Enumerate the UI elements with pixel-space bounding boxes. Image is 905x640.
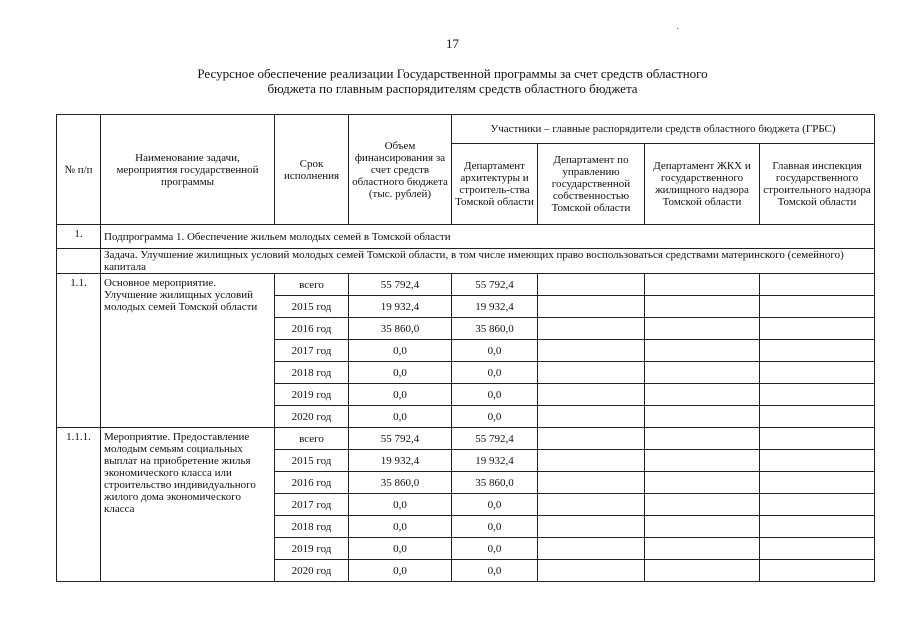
volume-cell: 35 860,0: [349, 318, 452, 340]
term-cell: 2015 год: [275, 296, 349, 318]
grbs-architecture-cell: 35 860,0: [452, 472, 538, 494]
grbs-inspection-cell: [760, 406, 875, 428]
header-volume: Объем финансирования за счет средств областного бюджета (тыс. рублей): [349, 115, 452, 225]
volume-cell: 55 792,4: [349, 274, 452, 296]
header-grbs-inspection: Главная инспекция государственного строительного надзора Томской области: [760, 144, 875, 225]
grbs-property-cell: [538, 340, 645, 362]
term-cell: 2019 год: [275, 538, 349, 560]
grbs-architecture-cell: 0,0: [452, 362, 538, 384]
header-grbs-housing: Департамент ЖКХ и государственного жилищного надзора Томской области: [645, 144, 760, 225]
page-number: 17: [446, 36, 459, 51]
grbs-housing-cell: [645, 406, 760, 428]
term-cell: 2016 год: [275, 472, 349, 494]
grbs-inspection-cell: [760, 560, 875, 582]
grbs-housing-cell: [645, 318, 760, 340]
grbs-housing-cell: [645, 516, 760, 538]
subprogram-text: Подпрограмма 1. Обеспечение жильем молодых семей в Томской области: [101, 225, 875, 249]
resource-table: [56, 114, 875, 582]
term-cell: 2020 год: [275, 406, 349, 428]
term-cell: 2020 год: [275, 560, 349, 582]
grbs-housing-cell: [645, 494, 760, 516]
grbs-housing-cell: [645, 472, 760, 494]
grbs-inspection-cell: [760, 516, 875, 538]
volume-cell: 0,0: [349, 538, 452, 560]
term-cell: 2019 год: [275, 384, 349, 406]
subprogram-num: 1.: [57, 225, 101, 249]
header-grbs-property: Департамент по управлению государственной собственностью Томской области: [538, 144, 645, 225]
grbs-inspection-cell: [760, 538, 875, 560]
grbs-housing-cell: [645, 450, 760, 472]
term-cell: 2016 год: [275, 318, 349, 340]
grbs-housing-cell: [645, 362, 760, 384]
task-row: [57, 249, 875, 274]
volume-cell: 35 860,0: [349, 472, 452, 494]
header-participants: Участники – главные распорядители средств областного бюджета (ГРБС): [452, 115, 875, 144]
grbs-inspection-cell: [760, 274, 875, 296]
volume-cell: 0,0: [349, 516, 452, 538]
grbs-architecture-cell: 35 860,0: [452, 318, 538, 340]
grbs-architecture-cell: 0,0: [452, 406, 538, 428]
grbs-property-cell: [538, 384, 645, 406]
table-row: [57, 274, 875, 296]
grbs-architecture-cell: 0,0: [452, 560, 538, 582]
grbs-inspection-cell: [760, 340, 875, 362]
activity-num: 1.1.1.: [57, 428, 101, 582]
grbs-architecture-cell: 0,0: [452, 516, 538, 538]
volume-cell: 0,0: [349, 494, 452, 516]
title-line-1: Ресурсное обеспечение реализации Государственной программы за счет средств областного: [197, 66, 708, 81]
title-line-2: бюджета по главным распорядителям средств областного бюджета: [267, 81, 638, 96]
grbs-inspection-cell: [760, 428, 875, 450]
grbs-architecture-cell: 55 792,4: [452, 274, 538, 296]
grbs-inspection-cell: [760, 472, 875, 494]
activity-num: 1.1.: [57, 274, 101, 428]
grbs-property-cell: [538, 516, 645, 538]
task-text: Задача. Улучшение жилищных условий молодых семей Томской области, в том числе имеющих право воспользоваться средствами материнского (семейного) капитала: [101, 249, 875, 274]
volume-cell: 0,0: [349, 560, 452, 582]
volume-cell: 0,0: [349, 384, 452, 406]
grbs-property-cell: [538, 472, 645, 494]
grbs-inspection-cell: [760, 450, 875, 472]
header-num: № п/п: [57, 115, 101, 225]
grbs-property-cell: [538, 362, 645, 384]
term-cell: 2017 год: [275, 494, 349, 516]
term-cell: 2018 год: [275, 516, 349, 538]
term-cell: всего: [275, 274, 349, 296]
grbs-property-cell: [538, 560, 645, 582]
grbs-property-cell: [538, 296, 645, 318]
grbs-architecture-cell: 0,0: [452, 384, 538, 406]
grbs-architecture-cell: 0,0: [452, 538, 538, 560]
grbs-inspection-cell: [760, 384, 875, 406]
grbs-property-cell: [538, 494, 645, 516]
grbs-inspection-cell: [760, 362, 875, 384]
term-cell: 2018 год: [275, 362, 349, 384]
task-num: [57, 249, 101, 274]
subprogram-row: [57, 225, 875, 249]
grbs-architecture-cell: 19 932,4: [452, 296, 538, 318]
document-title: [0, 66, 905, 96]
grbs-property-cell: [538, 428, 645, 450]
corner-mark: ·: [676, 24, 680, 35]
volume-cell: 55 792,4: [349, 428, 452, 450]
activity-name: Основное мероприятие. Улучшение жилищных условий молодых семей Томской области: [101, 274, 275, 428]
grbs-housing-cell: [645, 274, 760, 296]
grbs-architecture-cell: 19 932,4: [452, 450, 538, 472]
grbs-inspection-cell: [760, 318, 875, 340]
table-row: [57, 428, 875, 450]
grbs-property-cell: [538, 450, 645, 472]
volume-cell: 0,0: [349, 406, 452, 428]
volume-cell: 0,0: [349, 362, 452, 384]
grbs-architecture-cell: 55 792,4: [452, 428, 538, 450]
grbs-property-cell: [538, 538, 645, 560]
volume-cell: 19 932,4: [349, 296, 452, 318]
volume-cell: 0,0: [349, 340, 452, 362]
grbs-property-cell: [538, 274, 645, 296]
grbs-housing-cell: [645, 296, 760, 318]
grbs-property-cell: [538, 406, 645, 428]
header-name: Наименование задачи, мероприятия государственной программы: [101, 115, 275, 225]
header-term: Срок исполнения: [275, 115, 349, 225]
grbs-housing-cell: [645, 538, 760, 560]
term-cell: всего: [275, 428, 349, 450]
grbs-housing-cell: [645, 340, 760, 362]
volume-cell: 19 932,4: [349, 450, 452, 472]
activity-name: Мероприятие. Предоставление молодым семьям социальных выплат на приобретение жилья экономического класса или строительство индивидуального жилого дома экономического класса: [101, 428, 275, 582]
grbs-inspection-cell: [760, 494, 875, 516]
header-grbs-architecture: Департамент архитектуры и строитель-ства Томской области: [452, 144, 538, 225]
term-cell: 2017 год: [275, 340, 349, 362]
term-cell: 2015 год: [275, 450, 349, 472]
grbs-architecture-cell: 0,0: [452, 340, 538, 362]
grbs-architecture-cell: 0,0: [452, 494, 538, 516]
grbs-housing-cell: [645, 428, 760, 450]
grbs-housing-cell: [645, 384, 760, 406]
grbs-housing-cell: [645, 560, 760, 582]
grbs-property-cell: [538, 318, 645, 340]
grbs-inspection-cell: [760, 296, 875, 318]
